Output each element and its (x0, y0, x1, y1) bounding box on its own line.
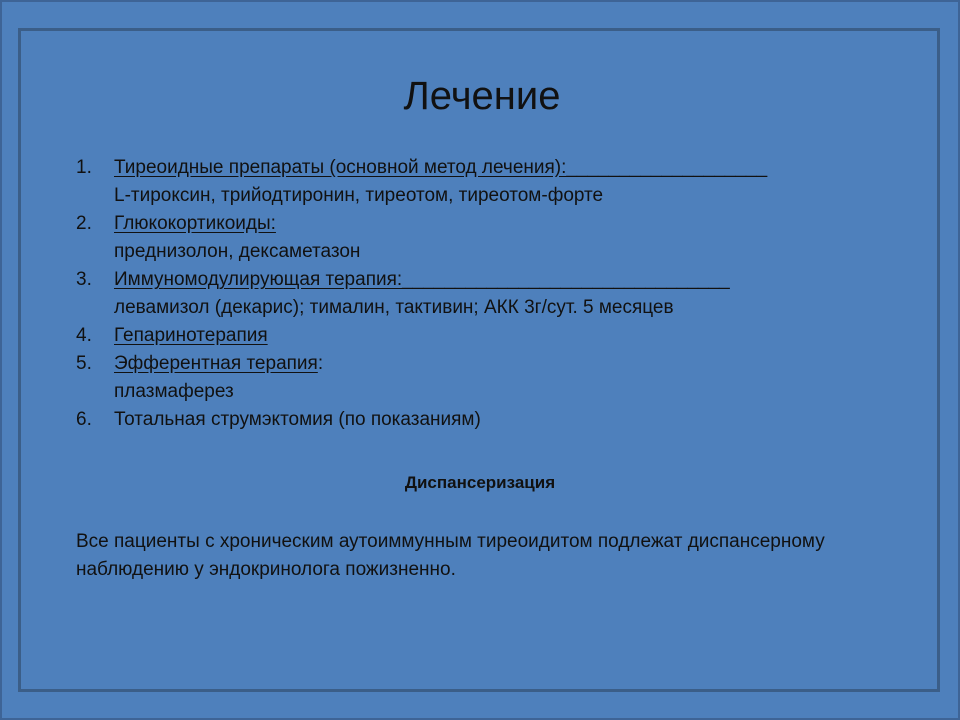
list-item-number: 6. (76, 409, 92, 430)
list-item-number: 1. (76, 157, 92, 178)
list-item-number: 2. (76, 213, 92, 234)
list-item-heading-line (114, 322, 896, 350)
list-item-strumectomy (76, 406, 896, 434)
list-item-heading-suffix: : (317, 353, 324, 374)
list-item-heading: Иммуномодулирующая терапия: (114, 269, 403, 290)
subheading-dispanserization: Диспансеризация (404, 473, 556, 492)
list-item-heading: Тиреоидные препараты (основной метод лечения): (114, 157, 567, 178)
list-item-detail: левамизол (декарис); тималин, тактивин; АКК 3г/сут. 5 месяцев (114, 297, 674, 318)
list-item-text: Тотальная струмэктомия (по показаниям) (114, 409, 481, 430)
list-item-heading: Эфферентная терапия (114, 353, 318, 374)
list-item-heparin (76, 322, 896, 350)
list-item-heading: Глюкокортикоиды: (114, 213, 276, 234)
dispanserization-note: Все пациенты с хроническим аутоиммунным тиреоидитом подлежат диспансерному наблюдению у эндокринолога пожизненно. (76, 531, 825, 580)
treatment-list (76, 154, 896, 434)
list-item-heading-line (114, 210, 896, 238)
list-item-number: 3. (76, 269, 92, 290)
list-item-immunomodulation (76, 266, 896, 322)
list-item-heading-line (114, 266, 896, 294)
heading-underline-trail: ___________________ (566, 157, 768, 178)
list-item-heading-line (114, 154, 896, 182)
list-item-thyroid-drugs (76, 154, 896, 210)
list-item-number: 4. (76, 325, 92, 346)
list-item-detail: L-тироксин, трийодтиронин, тиреотом, тиреотом-форте (114, 185, 604, 206)
list-item-heading: Гепаринотерапия (114, 325, 268, 346)
list-item-detail: преднизолон, дексаметазон (114, 241, 361, 262)
heading-underline-trail: _______________________________ (402, 269, 730, 290)
list-item-glucocorticoids (76, 210, 896, 266)
list-item-heading-line (114, 350, 896, 378)
list-item-number: 5. (76, 353, 92, 374)
list-item-efferent (76, 350, 896, 406)
list-item-detail: плазмаферез (114, 381, 234, 402)
slide-title: Лечение (403, 74, 561, 118)
